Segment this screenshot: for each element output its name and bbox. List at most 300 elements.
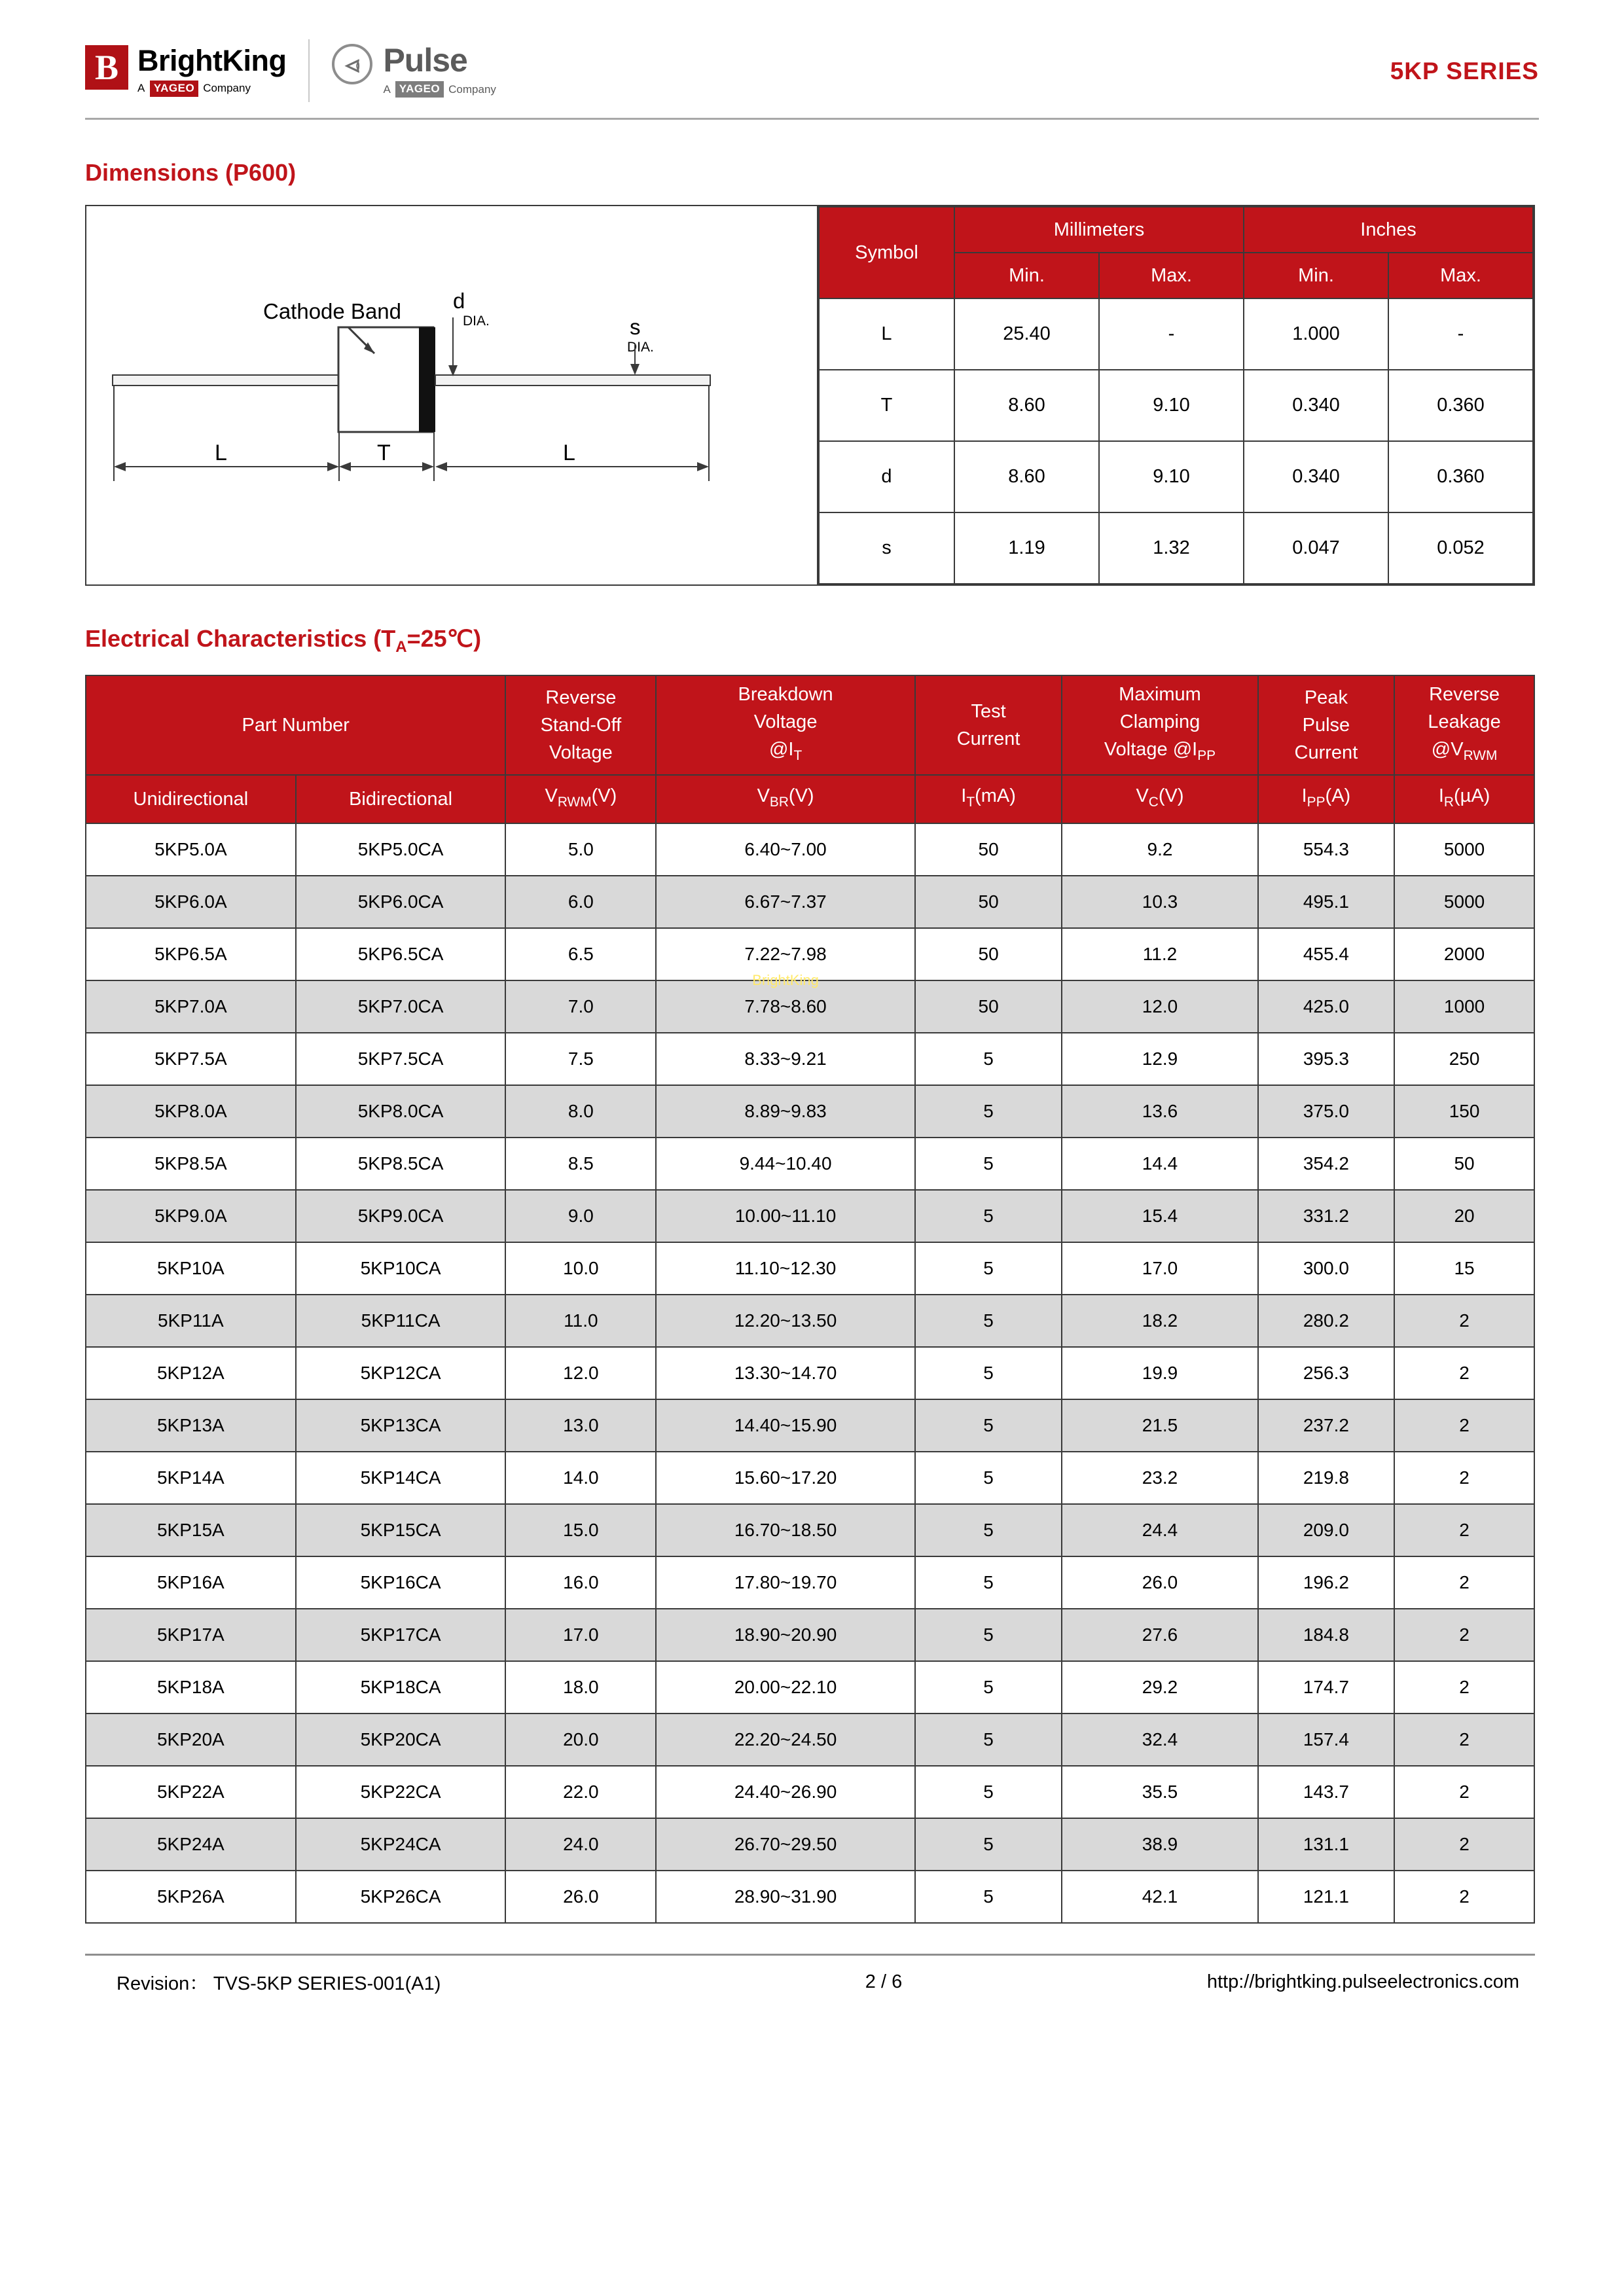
ec-table-body <box>86 823 1534 1923</box>
vc-value: 23.2 <box>1062 1452 1257 1504</box>
vbr-value: 8.33~9.21 <box>656 1033 915 1085</box>
table-row <box>86 1766 1534 1818</box>
vrwm-value: 7.0 <box>505 980 656 1033</box>
ec-mc-l1: Maximum <box>1119 684 1201 706</box>
vc-value: 27.6 <box>1062 1609 1257 1661</box>
table-row <box>86 1347 1534 1399</box>
part-number-bi: 5KP15CA <box>296 1504 506 1556</box>
part-number-uni: 5KP10A <box>86 1242 296 1295</box>
it-value: 5 <box>915 1295 1062 1347</box>
ec-head-row-1 <box>86 675 1534 775</box>
vrwm-value: 10.0 <box>505 1242 656 1295</box>
dim-mm-max: 9.10 <box>1099 441 1244 512</box>
part-number-uni: 5KP5.0A <box>86 823 296 876</box>
footer-page-number: 2 / 6 <box>865 1971 903 1993</box>
table-row <box>86 1609 1534 1661</box>
ec-col-ipp <box>1258 775 1394 823</box>
table-row <box>86 823 1534 876</box>
dim-col-in-max: Max. <box>1388 253 1533 298</box>
ec-rl-l3: @V <box>1431 739 1464 761</box>
part-number-bi: 5KP11CA <box>296 1295 506 1347</box>
pulse-wordmark <box>383 44 496 98</box>
ec-col-peak-pulse-current <box>1258 675 1394 775</box>
vc-value: 32.4 <box>1062 1713 1257 1766</box>
vbr-sym: V <box>757 785 770 807</box>
ipp-value: 157.4 <box>1258 1713 1394 1766</box>
ec-tc-l1: Test <box>971 701 1006 723</box>
table-row <box>86 1504 1534 1556</box>
vc-value: 13.6 <box>1062 1085 1257 1138</box>
ipp-value: 174.7 <box>1258 1661 1394 1713</box>
part-number-uni: 5KP8.5A <box>86 1138 296 1190</box>
part-number-uni: 5KP14A <box>86 1452 296 1504</box>
pulse-circle-icon <box>332 44 372 84</box>
table-row <box>819 441 1533 512</box>
it-unit: (mA) <box>975 785 1016 807</box>
vbr-value: 18.90~20.90 <box>656 1609 915 1661</box>
ipp-value: 495.1 <box>1258 876 1394 928</box>
ec-col-part-number: Part Number <box>86 675 505 775</box>
dimensions-table-head <box>819 207 1533 298</box>
ipp-value: 131.1 <box>1258 1818 1394 1871</box>
vrwm-sub: RWM <box>557 795 592 810</box>
brightking-wordmark <box>137 45 286 97</box>
vbr-value: 10.00~11.10 <box>656 1190 915 1242</box>
dim-mm-max: - <box>1099 298 1244 370</box>
vrwm-unit: (V) <box>591 785 617 807</box>
ir-value: 1000 <box>1394 980 1534 1033</box>
vrwm-value: 11.0 <box>505 1295 656 1347</box>
vc-value: 18.2 <box>1062 1295 1257 1347</box>
ipp-value: 331.2 <box>1258 1190 1394 1242</box>
vc-value: 12.9 <box>1062 1033 1257 1085</box>
svg-text:DIA.: DIA. <box>463 314 490 329</box>
dim-symbol: L <box>819 298 954 370</box>
vc-value: 15.4 <box>1062 1190 1257 1242</box>
part-number-uni: 5KP11A <box>86 1295 296 1347</box>
vbr-value <box>656 972 915 1033</box>
svg-text:s: s <box>630 315 641 339</box>
package-drawing <box>86 206 818 584</box>
ipp-value: 237.2 <box>1258 1399 1394 1452</box>
it-value: 5 <box>915 1713 1062 1766</box>
ir-value: 2000 <box>1394 928 1534 980</box>
vc-value: 9.2 <box>1062 823 1257 876</box>
dimensions-block <box>85 205 1535 586</box>
dim-in-max: - <box>1388 298 1533 370</box>
vrwm-value: 16.0 <box>505 1556 656 1609</box>
svg-text:d: d <box>453 289 465 313</box>
ir-value: 5000 <box>1394 876 1534 928</box>
vrwm-value: 18.0 <box>505 1661 656 1713</box>
vc-value: 19.9 <box>1062 1347 1257 1399</box>
electrical-section-title <box>85 625 1539 656</box>
part-number-uni: 5KP15A <box>86 1504 296 1556</box>
vbr-value: 22.20~24.50 <box>656 1713 915 1766</box>
part-number-bi: 5KP13CA <box>296 1399 506 1452</box>
vc-value: 35.5 <box>1062 1766 1257 1818</box>
brightking-name: BrightKing <box>137 43 287 77</box>
vrwm-value: 26.0 <box>505 1871 656 1923</box>
part-number-uni: 5KP9.0A <box>86 1190 296 1242</box>
ir-value: 2 <box>1394 1609 1534 1661</box>
vc-value: 42.1 <box>1062 1871 1257 1923</box>
part-number-bi: 5KP9.0CA <box>296 1190 506 1242</box>
svg-text:L: L <box>563 440 575 465</box>
part-number-uni: 5KP22A <box>86 1766 296 1818</box>
table-row <box>86 1556 1534 1609</box>
table-row <box>819 512 1533 584</box>
part-number-bi: 5KP8.5CA <box>296 1138 506 1190</box>
svg-text:T: T <box>377 440 391 465</box>
ipp-value: 425.0 <box>1258 980 1394 1033</box>
ec-rl-l2: Leakage <box>1428 711 1501 733</box>
ec-col-reverse-standoff <box>505 675 656 775</box>
ec-bdv-l1: Breakdown <box>738 684 833 706</box>
part-number-uni: 5KP26A <box>86 1871 296 1923</box>
ir-value: 2 <box>1394 1295 1534 1347</box>
vbr-value: 9.44~10.40 <box>656 1138 915 1190</box>
ir-value: 2 <box>1394 1871 1534 1923</box>
pulse-sub-a: A <box>383 82 391 96</box>
electrical-characteristics-table <box>85 675 1535 1924</box>
ir-value: 2 <box>1394 1713 1534 1766</box>
part-number-uni: 5KP17A <box>86 1609 296 1661</box>
vbr-value: 24.40~26.90 <box>656 1766 915 1818</box>
dim-mm-max: 9.10 <box>1099 370 1244 441</box>
page-footer <box>85 1954 1535 1996</box>
dim-col-mm-min: Min. <box>954 253 1099 298</box>
ec-col-reverse-leakage <box>1394 675 1534 775</box>
dimensions-table-body <box>819 298 1533 584</box>
watermark-text: BrightKing <box>752 972 819 989</box>
ec-rl-l1: Reverse <box>1429 684 1500 706</box>
ipp-value: 121.1 <box>1258 1871 1394 1923</box>
ir-value: 250 <box>1394 1033 1534 1085</box>
ec-rso-l1: Reverse <box>545 687 617 709</box>
table-row <box>86 980 1534 1033</box>
part-number-uni: 5KP24A <box>86 1818 296 1871</box>
it-value: 5 <box>915 1661 1062 1713</box>
part-number-bi: 5KP26CA <box>296 1871 506 1923</box>
it-sym: I <box>961 785 967 807</box>
ir-value: 2 <box>1394 1556 1534 1609</box>
ec-pp-l2: Pulse <box>1302 715 1350 736</box>
dim-in-min: 1.000 <box>1244 298 1388 370</box>
table-row <box>86 1871 1534 1923</box>
it-value: 5 <box>915 1504 1062 1556</box>
ir-value: 150 <box>1394 1085 1534 1138</box>
svg-text:Cathode Band: Cathode Band <box>263 299 402 323</box>
footer-revision: Revision： TVS-5KP SERIES-001(A1) <box>117 1973 441 1995</box>
ipp-value: 554.3 <box>1258 823 1394 876</box>
ipp-value: 219.8 <box>1258 1452 1394 1504</box>
it-value: 50 <box>915 980 1062 1033</box>
ipp-value: 395.3 <box>1258 1033 1394 1085</box>
vrwm-value: 14.0 <box>505 1452 656 1504</box>
vbr-value: 14.40~15.90 <box>656 1399 915 1452</box>
part-number-uni: 5KP12A <box>86 1347 296 1399</box>
ipp-sym: I <box>1301 785 1307 807</box>
ipp-value: 209.0 <box>1258 1504 1394 1556</box>
part-number-bi: 5KP7.5CA <box>296 1033 506 1085</box>
dim-in-max: 0.360 <box>1388 441 1533 512</box>
ipp-value: 280.2 <box>1258 1295 1394 1347</box>
table-row <box>86 1033 1534 1085</box>
dim-in-min: 0.340 <box>1244 441 1388 512</box>
ir-value: 2 <box>1394 1504 1534 1556</box>
dim-mm-min: 8.60 <box>954 370 1099 441</box>
vbr-sub: BR <box>769 795 789 810</box>
pulse-subline <box>383 81 496 98</box>
part-number-bi: 5KP18CA <box>296 1661 506 1713</box>
vrwm-value: 24.0 <box>505 1818 656 1871</box>
vc-value: 11.2 <box>1062 928 1257 980</box>
part-number-bi: 5KP5.0CA <box>296 823 506 876</box>
ec-col-vbr <box>656 775 915 823</box>
vc-value: 29.2 <box>1062 1661 1257 1713</box>
pulse-sub-company: Company <box>448 82 496 96</box>
ipp-value: 196.2 <box>1258 1556 1394 1609</box>
table-row <box>86 1713 1534 1766</box>
table-row <box>86 1138 1534 1190</box>
pulse-name: Pulse <box>383 42 467 79</box>
ir-value: 2 <box>1394 1452 1534 1504</box>
ec-table-head <box>86 675 1534 823</box>
vbr-value: 16.70~18.50 <box>656 1504 915 1556</box>
series-title: 5KP SERIES <box>1390 58 1539 84</box>
vc-sym: V <box>1136 785 1149 807</box>
dim-mm-min: 1.19 <box>954 512 1099 584</box>
header-rule <box>85 118 1539 120</box>
vbr-value: 6.67~7.37 <box>656 876 915 928</box>
vbr-value: 6.40~7.00 <box>656 823 915 876</box>
ir-value: 2 <box>1394 1818 1534 1871</box>
ec-col-max-clamping <box>1062 675 1257 775</box>
ec-col-breakdown-voltage <box>656 675 915 775</box>
ipp-value: 143.7 <box>1258 1766 1394 1818</box>
vbr-unit: (V) <box>788 785 814 807</box>
table-row <box>86 1085 1534 1138</box>
vbr-value: 13.30~14.70 <box>656 1347 915 1399</box>
dimensions-section-title: Dimensions (P600) <box>85 159 297 186</box>
part-number-uni: 5KP6.5A <box>86 928 296 980</box>
vrwm-value: 6.0 <box>505 876 656 928</box>
ir-value: 2 <box>1394 1399 1534 1452</box>
part-number-uni: 5KP7.5A <box>86 1033 296 1085</box>
vrwm-value: 13.0 <box>505 1399 656 1452</box>
table-row <box>86 1399 1534 1452</box>
ir-value: 15 <box>1394 1242 1534 1295</box>
vc-value: 26.0 <box>1062 1556 1257 1609</box>
vrwm-value: 8.0 <box>505 1085 656 1138</box>
it-value: 5 <box>915 1190 1062 1242</box>
ir-value: 2 <box>1394 1661 1534 1713</box>
electrical-title-b: =25℃) <box>406 625 482 652</box>
part-number-uni: 5KP6.0A <box>86 876 296 928</box>
ec-col-bidirectional: Bidirectional <box>296 775 506 823</box>
ec-rl-sub: RWM <box>1463 748 1498 764</box>
ec-bdv-sub: T <box>793 748 803 764</box>
ir-sym: I <box>1438 785 1444 807</box>
header-rule-wrap <box>85 118 1539 120</box>
part-number-bi: 5KP8.0CA <box>296 1085 506 1138</box>
ipp-value: 256.3 <box>1258 1347 1394 1399</box>
part-number-bi: 5KP10CA <box>296 1242 506 1295</box>
ec-col-test-current <box>915 675 1062 775</box>
ec-col-vrwm <box>505 775 656 823</box>
table-row <box>86 1818 1534 1871</box>
vrwm-value: 12.0 <box>505 1347 656 1399</box>
it-value: 5 <box>915 1085 1062 1138</box>
dim-symbol: d <box>819 441 954 512</box>
ec-mc-sub: PP <box>1197 748 1216 764</box>
it-value: 50 <box>915 876 1062 928</box>
svg-text:L: L <box>215 440 227 465</box>
dim-col-in-min: Min. <box>1244 253 1388 298</box>
vbr-value: 17.80~19.70 <box>656 1556 915 1609</box>
ec-col-ir <box>1394 775 1534 823</box>
package-drawing-svg <box>86 206 816 582</box>
ec-rso-l2: Stand-Off <box>540 715 622 736</box>
ipp-value: 375.0 <box>1258 1085 1394 1138</box>
part-number-uni: 5KP13A <box>86 1399 296 1452</box>
ec-col-vc <box>1062 775 1257 823</box>
part-number-bi: 5KP6.0CA <box>296 876 506 928</box>
part-number-bi: 5KP14CA <box>296 1452 506 1504</box>
dim-col-millimeters: Millimeters <box>954 207 1244 253</box>
ec-col-unidirectional: Unidirectional <box>86 775 296 823</box>
brightking-sub-a: A <box>137 82 145 94</box>
ipp-value: 184.8 <box>1258 1609 1394 1661</box>
vc-value: 24.4 <box>1062 1504 1257 1556</box>
it-value: 5 <box>915 1818 1062 1871</box>
ipp-sub: PP <box>1307 795 1326 810</box>
it-value: 5 <box>915 1556 1062 1609</box>
part-number-bi: 5KP7.0CA <box>296 980 506 1033</box>
vrwm-value: 6.5 <box>505 928 656 980</box>
part-number-bi: 5KP22CA <box>296 1766 506 1818</box>
electrical-title-sub: A <box>395 638 407 656</box>
ec-col-it <box>915 775 1062 823</box>
yageo-badge-2: YAGEO <box>395 81 444 98</box>
part-number-bi: 5KP6.5CA <box>296 928 506 980</box>
dim-in-min: 0.047 <box>1244 512 1388 584</box>
vc-value: 14.4 <box>1062 1138 1257 1190</box>
vc-value: 17.0 <box>1062 1242 1257 1295</box>
vc-value: 38.9 <box>1062 1818 1257 1871</box>
ipp-value: 300.0 <box>1258 1242 1394 1295</box>
vrwm-value: 15.0 <box>505 1504 656 1556</box>
pulse-waveform-icon: ⏿ <box>344 52 361 77</box>
brightking-logo <box>85 45 286 97</box>
svg-text:DIA.: DIA. <box>627 340 654 355</box>
part-number-bi: 5KP20CA <box>296 1713 506 1766</box>
ec-mc-l2: Clamping <box>1119 711 1200 733</box>
brightking-mark-icon: B <box>85 45 128 90</box>
ir-value: 2 <box>1394 1766 1534 1818</box>
ir-sub: R <box>1443 795 1454 810</box>
ec-pp-l3: Current <box>1294 742 1358 764</box>
it-value: 5 <box>915 1138 1062 1190</box>
it-value: 5 <box>915 1871 1062 1923</box>
dim-symbol: T <box>819 370 954 441</box>
part-number-uni: 5KP20A <box>86 1713 296 1766</box>
it-value: 5 <box>915 1609 1062 1661</box>
vrwm-value: 22.0 <box>505 1766 656 1818</box>
dimensions-head-row-1 <box>819 207 1533 253</box>
dim-col-symbol: Symbol <box>819 207 954 298</box>
pulse-logo <box>332 44 496 98</box>
ipp-value: 354.2 <box>1258 1138 1394 1190</box>
table-row <box>86 1190 1534 1242</box>
it-sub: T <box>966 795 975 810</box>
table-row <box>86 1661 1534 1713</box>
it-value: 5 <box>915 1242 1062 1295</box>
ec-tc-l2: Current <box>956 728 1020 750</box>
vbr-value: 8.89~9.83 <box>656 1085 915 1138</box>
brightking-subline <box>137 81 286 97</box>
vrwm-value: 17.0 <box>505 1609 656 1661</box>
dim-in-min: 0.340 <box>1244 370 1388 441</box>
vc-value: 10.3 <box>1062 876 1257 928</box>
vrwm-value: 20.0 <box>505 1713 656 1766</box>
table-row <box>86 1242 1534 1295</box>
ir-value: 2 <box>1394 1347 1534 1399</box>
dim-in-max: 0.052 <box>1388 512 1533 584</box>
ec-bdv-l2: Voltage <box>753 711 818 733</box>
vrwm-value: 5.0 <box>505 823 656 876</box>
vrwm-sym: V <box>545 785 558 807</box>
vbr-value: 26.70~29.50 <box>656 1818 915 1871</box>
vc-unit: (V) <box>1158 785 1184 807</box>
it-value: 5 <box>915 1766 1062 1818</box>
dim-mm-max: 1.32 <box>1099 512 1244 584</box>
ipp-value: 455.4 <box>1258 928 1394 980</box>
table-row <box>819 298 1533 370</box>
vbr-value: 7.22~7.98 <box>656 928 915 980</box>
ec-bdv-l3: @I <box>768 739 794 761</box>
part-number-uni: 5KP18A <box>86 1661 296 1713</box>
dim-in-max: 0.360 <box>1388 370 1533 441</box>
vbr-value: 12.20~13.50 <box>656 1295 915 1347</box>
ec-mc-l3: Voltage @I <box>1104 739 1198 761</box>
footer-url[interactable]: http://brightking.pulseelectronics.com <box>1206 1971 1519 1993</box>
it-value: 5 <box>915 1399 1062 1452</box>
vbr-value: 15.60~17.20 <box>656 1452 915 1504</box>
part-number-uni: 5KP16A <box>86 1556 296 1609</box>
it-value: 5 <box>915 1452 1062 1504</box>
it-value: 50 <box>915 928 1062 980</box>
electrical-title-a: Electrical Characteristics (T <box>85 625 396 652</box>
logo-divider <box>308 39 310 102</box>
table-row <box>819 370 1533 441</box>
it-value: 5 <box>915 1033 1062 1085</box>
part-number-bi: 5KP12CA <box>296 1347 506 1399</box>
part-number-uni: 5KP8.0A <box>86 1085 296 1138</box>
ec-pp-l1: Peak <box>1304 687 1348 709</box>
ir-value: 5000 <box>1394 823 1534 876</box>
footer-row <box>85 1956 1535 1996</box>
vc-sub: C <box>1148 795 1159 810</box>
table-row <box>86 876 1534 928</box>
vbr-value: 11.10~12.30 <box>656 1242 915 1295</box>
ec-rso-l3: Voltage <box>549 742 613 764</box>
dim-mm-min: 8.60 <box>954 441 1099 512</box>
ir-value: 20 <box>1394 1190 1534 1242</box>
vc-value: 12.0 <box>1062 980 1257 1033</box>
ec-head-row-2 <box>86 775 1534 823</box>
